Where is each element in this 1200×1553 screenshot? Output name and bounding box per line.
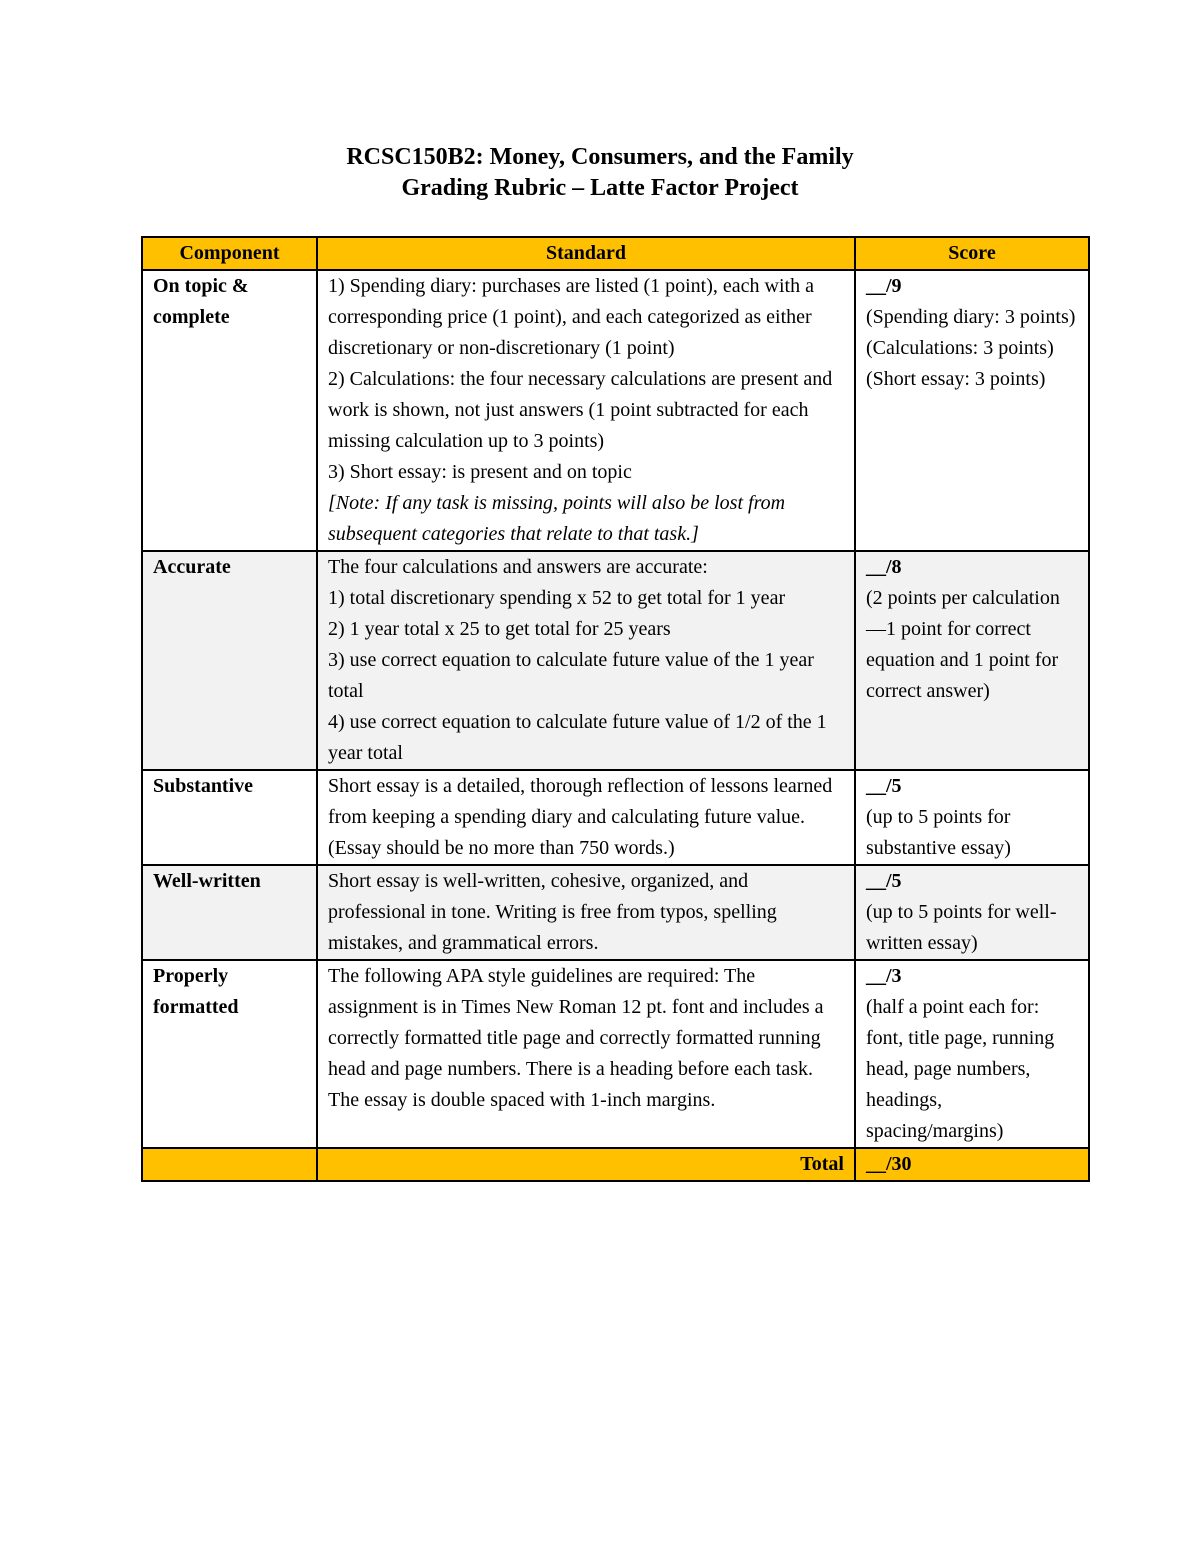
table-row [142,770,1089,865]
standard-cell [317,770,855,865]
component-cell: Accurate [142,551,317,770]
standard-cell [317,960,855,1148]
score-value: __/5 [866,775,902,797]
score-detail: (Calculations: 3 points) [866,337,1054,359]
standard-text: 4) use correct equation to calculate future value of 1/2 of the 1 year total [328,711,827,764]
standard-cell [317,270,855,551]
document-title [0,142,1200,204]
score-cell [855,770,1089,865]
standard-text: 1) Spending diary: purchases are listed (1 point), each with a corresponding price (1 point), and each categorized as either discretionary or non-discretionary (1 point) [328,275,814,359]
standard-text: 2) 1 year total x 25 to get total for 25 years [328,618,671,640]
total-label: Total [317,1148,855,1181]
standard-note: [Note: If any task is missing, points will also be lost from subsequent categories that relate to that task.] [328,492,786,545]
score-cell [855,551,1089,770]
total-empty-cell [142,1148,317,1181]
total-score: __/30 [855,1148,1089,1181]
standard-cell [317,865,855,960]
rubric-table [141,236,1090,1182]
standard-text: 2) Calculations: the four necessary calculations are present and work is shown, not just answers (1 point subtracted for each missing calculation up to 3 points) [328,368,833,452]
standard-text: Short essay is a detailed, thorough reflection of lessons learned from keeping a spending diary and calculating future value. (Essay should be no more than 750 words.) [328,775,833,859]
standard-cell [317,551,855,770]
column-header-score: Score [855,237,1089,270]
component-cell: Properly formatted [142,960,317,1148]
score-detail: (Short essay: 3 points) [866,368,1046,390]
score-detail: (2 points per calculation—1 point for correct equation and 1 point for correct answer) [866,587,1060,702]
component-cell: On topic & complete [142,270,317,551]
standard-text: Short essay is well-written, cohesive, organized, and professional in tone. Writing is free from typos, spelling mistakes, and grammatical errors. [328,870,777,954]
standard-text: The four calculations and answers are accurate: [328,556,708,578]
standard-text: The following APA style guidelines are required: The assignment is in Times New Roman 12 pt. font and includes a correctly formatted title page and correctly formatted running head and page numbers. There is a heading before each task. The essay is double spaced with 1-inch margins. [328,965,824,1111]
score-value: __/5 [866,870,902,892]
score-value: __/9 [866,275,902,297]
score-detail: (up to 5 points for substantive essay) [866,806,1011,859]
column-header-standard: Standard [317,237,855,270]
score-value: __/3 [866,965,902,987]
component-cell: Well-written [142,865,317,960]
score-cell [855,865,1089,960]
table-header-row [142,237,1089,270]
table-row [142,960,1089,1148]
score-value: __/8 [866,556,902,578]
score-detail: (up to 5 points for well-written essay) [866,901,1057,954]
score-detail: (Spending diary: 3 points) [866,306,1076,328]
course-title: RCSC150B2: Money, Consumers, and the Family [346,144,854,170]
table-row [142,865,1089,960]
standard-text: 3) use correct equation to calculate future value of the 1 year total [328,649,814,702]
component-cell: Substantive [142,770,317,865]
column-header-component: Component [142,237,317,270]
table-row [142,551,1089,770]
score-cell [855,960,1089,1148]
standard-text: 1) total discretionary spending x 52 to get total for 1 year [328,587,786,609]
score-cell [855,270,1089,551]
score-detail: (half a point each for: font, title page, running head, page numbers, headings, spacing/margins) [866,996,1055,1142]
total-row [142,1148,1089,1181]
standard-text: 3) Short essay: is present and on topic [328,461,632,483]
table-row [142,270,1089,551]
rubric-title: Grading Rubric – Latte Factor Project [401,175,799,201]
